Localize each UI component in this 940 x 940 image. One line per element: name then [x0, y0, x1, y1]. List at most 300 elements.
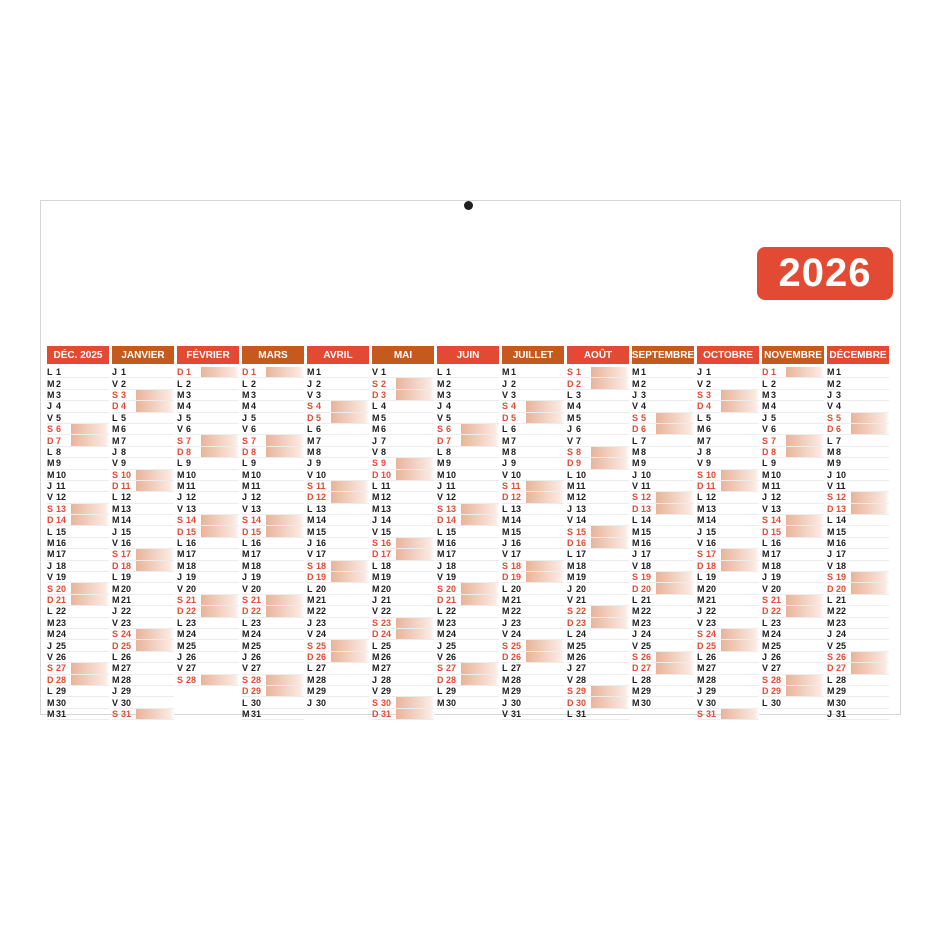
day-row [47, 583, 109, 594]
weekday-letter: D [372, 549, 379, 560]
day-cell [396, 390, 434, 400]
weekday-letter: M [502, 674, 510, 685]
weekday-letter: L [242, 697, 248, 708]
weekday-letter: M [112, 424, 120, 435]
day-cell [526, 652, 564, 662]
day-cell [526, 561, 564, 571]
day-cell [786, 492, 824, 502]
day-cell [396, 413, 434, 423]
day-row [502, 572, 564, 583]
day-cell [591, 663, 629, 673]
weekday-letter: M [177, 629, 185, 640]
day-number: 27 [186, 663, 197, 674]
day-number: 20 [121, 583, 132, 594]
day-number: 2 [56, 378, 62, 389]
weekday-letter: M [632, 697, 640, 708]
day-cell [461, 629, 499, 639]
weekday-letter: D [372, 469, 379, 480]
day-number: 10 [446, 469, 457, 480]
day-cell [201, 652, 239, 662]
day-row [307, 595, 369, 606]
day-number: 29 [706, 686, 717, 697]
day-number: 19 [121, 572, 132, 583]
day-row [177, 538, 239, 549]
day-cell [71, 435, 109, 445]
day-number: 25 [56, 640, 67, 651]
weekday-letter: M [242, 708, 250, 719]
month-header: MAI [372, 346, 434, 364]
weekday-letter: S [177, 674, 184, 685]
weekday-letter: M [697, 503, 705, 514]
day-row [827, 595, 889, 606]
day-row [177, 526, 239, 537]
weekday-letter: D [697, 481, 704, 492]
day-cell [786, 583, 824, 593]
day-row [762, 549, 824, 560]
weekday-letter: V [567, 674, 574, 685]
weekday-letter: L [307, 663, 313, 674]
day-row [372, 549, 434, 560]
day-cell [266, 686, 304, 696]
weekday-letter: V [437, 651, 444, 662]
day-row [567, 663, 629, 674]
day-row [697, 504, 759, 515]
day-number: 25 [836, 640, 847, 651]
day-cell [851, 652, 889, 662]
day-number: 19 [186, 572, 197, 583]
weekday-letter: J [632, 629, 638, 640]
day-cell [396, 470, 434, 480]
weekday-letter: S [372, 458, 379, 469]
day-row [567, 424, 629, 435]
day-row [177, 504, 239, 515]
day-number: 17 [381, 549, 392, 560]
day-number: 16 [511, 538, 522, 549]
day-cell [71, 629, 109, 639]
day-row [632, 606, 694, 617]
weekday-letter: D [307, 651, 314, 662]
day-row [827, 709, 889, 720]
day-row [47, 538, 109, 549]
weekday-letter: D [112, 560, 119, 571]
day-number: 17 [771, 549, 782, 560]
day-number: 9 [771, 458, 777, 469]
day-cell [266, 697, 304, 707]
day-number: 5 [836, 412, 842, 423]
weekday-letter: M [632, 458, 640, 469]
day-number: 4 [316, 401, 322, 412]
weekday-letter: V [502, 629, 509, 640]
day-row [47, 663, 109, 674]
day-cell [461, 390, 499, 400]
weekday-letter: V [177, 503, 184, 514]
day-row [762, 447, 824, 458]
day-number: 17 [706, 549, 717, 560]
day-row [567, 526, 629, 537]
weekday-letter: J [242, 651, 248, 662]
weekday-letter: D [762, 686, 769, 697]
day-number: 8 [186, 446, 192, 457]
day-row [827, 606, 889, 617]
weekday-letter: M [762, 389, 770, 400]
day-cell [71, 515, 109, 525]
day-row [177, 367, 239, 378]
weekday-letter: J [437, 640, 443, 651]
day-row [827, 390, 889, 401]
weekday-letter: L [307, 424, 313, 435]
day-number: 13 [511, 503, 522, 514]
day-row [827, 504, 889, 515]
day-cell [721, 561, 759, 571]
weekday-letter: D [827, 503, 834, 514]
day-cell [656, 561, 694, 571]
day-row [47, 515, 109, 526]
day-cell [396, 526, 434, 536]
weekday-letter: D [242, 526, 249, 537]
day-number: 25 [121, 640, 132, 651]
day-row [827, 413, 889, 424]
weekday-letter: J [437, 560, 443, 571]
weekday-letter: M [697, 515, 705, 526]
weekday-letter: S [47, 503, 54, 514]
month-header: NOVEMBRE [762, 346, 824, 364]
weekday-letter: M [47, 389, 55, 400]
day-row [437, 367, 499, 378]
day-number: 18 [576, 560, 587, 571]
day-cell [656, 458, 694, 468]
day-row [632, 595, 694, 606]
weekday-letter: S [697, 469, 704, 480]
day-number: 13 [836, 503, 847, 514]
day-number: 21 [316, 595, 327, 605]
day-row [697, 686, 759, 697]
weekday-letter: D [502, 651, 509, 662]
weekday-letter: S [762, 515, 769, 526]
day-row [242, 458, 304, 469]
day-cell [136, 492, 174, 502]
day-cell [786, 458, 824, 468]
day-row [112, 606, 174, 617]
day-row [632, 675, 694, 686]
day-cell [266, 378, 304, 388]
day-row [697, 413, 759, 424]
weekday-letter: V [307, 469, 314, 480]
day-number: 6 [771, 424, 777, 435]
day-row [502, 663, 564, 674]
day-number: 18 [186, 560, 197, 571]
weekday-letter: J [177, 492, 183, 503]
weekday-letter: M [372, 651, 380, 662]
weekday-letter: M [762, 481, 770, 492]
day-row [112, 424, 174, 435]
weekday-letter: M [242, 549, 250, 560]
weekday-letter: M [502, 526, 510, 537]
day-number: 25 [381, 640, 392, 651]
day-cell [71, 583, 109, 593]
weekday-letter: V [762, 663, 769, 674]
weekday-letter: D [762, 526, 769, 537]
day-number: 7 [446, 435, 452, 446]
weekday-letter: M [242, 401, 250, 412]
weekday-letter: S [567, 686, 574, 697]
day-cell [71, 709, 109, 719]
day-cell [136, 629, 174, 639]
day-number: 22 [56, 606, 67, 617]
weekday-letter: L [697, 492, 703, 503]
weekday-letter: L [697, 572, 703, 583]
weekday-letter: J [372, 515, 378, 526]
day-cell [461, 583, 499, 593]
day-number: 23 [446, 617, 457, 628]
weekday-letter: S [632, 412, 639, 423]
day-row [827, 561, 889, 572]
day-row [697, 583, 759, 594]
weekday-letter: M [632, 617, 640, 628]
day-cell [786, 481, 824, 491]
weekday-letter: V [827, 481, 834, 492]
weekday-letter: L [177, 378, 183, 389]
day-cell [461, 401, 499, 411]
day-row [567, 378, 629, 389]
day-row [762, 640, 824, 651]
day-row [47, 481, 109, 492]
weekday-letter: M [567, 492, 575, 503]
weekday-letter: M [502, 435, 510, 446]
day-number: 6 [576, 424, 582, 435]
day-cell [396, 435, 434, 445]
day-number: 11 [771, 481, 781, 492]
weekday-letter: M [47, 378, 55, 389]
day-cell [851, 572, 889, 582]
weekday-letter: D [502, 492, 509, 503]
day-row [112, 367, 174, 378]
day-number: 4 [641, 401, 647, 412]
day-cell [721, 629, 759, 639]
day-row [827, 367, 889, 378]
day-cell [526, 504, 564, 514]
day-cell [396, 447, 434, 457]
day-cell [461, 504, 499, 514]
day-row [372, 629, 434, 640]
day-number: 13 [706, 503, 717, 514]
weekday-letter: S [177, 435, 184, 446]
day-row [567, 583, 629, 594]
day-number: 18 [251, 560, 262, 571]
day-row [827, 401, 889, 412]
weekday-letter: L [177, 617, 183, 628]
day-number: 27 [251, 663, 262, 674]
weekday-letter: D [242, 606, 249, 617]
day-cell [71, 378, 109, 388]
weekday-letter: S [242, 674, 249, 685]
day-cell [136, 697, 174, 707]
day-number: 22 [576, 606, 587, 617]
weekday-letter: D [112, 640, 119, 651]
weekday-letter: J [567, 583, 573, 594]
weekday-letter: J [502, 538, 508, 549]
day-row [307, 458, 369, 469]
day-cell [786, 526, 824, 536]
day-cell [786, 595, 824, 605]
day-row [242, 697, 304, 708]
day-number: 7 [186, 435, 192, 446]
day-row [47, 640, 109, 651]
day-row [437, 572, 499, 583]
day-cell [591, 697, 629, 707]
weekday-letter: J [47, 560, 53, 571]
day-cell [136, 686, 174, 696]
day-cell [201, 481, 239, 491]
day-number: 9 [121, 458, 127, 469]
day-row [567, 606, 629, 617]
day-cell [266, 526, 304, 536]
day-cell [201, 618, 239, 628]
day-number: 17 [576, 549, 587, 560]
day-cell [851, 447, 889, 457]
day-row [502, 561, 564, 572]
day-cell [526, 709, 564, 719]
day-row [632, 492, 694, 503]
day-number: 26 [706, 651, 717, 662]
day-cell [591, 686, 629, 696]
weekday-letter: M [242, 629, 250, 640]
day-number: 28 [186, 674, 197, 685]
day-number: 20 [186, 583, 197, 594]
day-number: 24 [511, 629, 522, 640]
day-number: 19 [251, 572, 262, 583]
day-row [437, 458, 499, 469]
day-number: 23 [251, 617, 262, 628]
day-row [372, 447, 434, 458]
day-cell [721, 640, 759, 650]
hanging-hole [464, 201, 473, 210]
day-cell [656, 435, 694, 445]
day-cell [266, 458, 304, 468]
weekday-letter: S [827, 572, 834, 583]
weekday-letter: M [697, 424, 705, 435]
month-column [567, 346, 629, 720]
day-cell [721, 413, 759, 423]
day-number: 5 [56, 412, 62, 423]
weekday-letter: J [697, 606, 703, 617]
day-number: 2 [186, 378, 192, 389]
weekday-letter: J [47, 481, 53, 492]
day-cell [201, 390, 239, 400]
day-cell [851, 561, 889, 571]
day-number: 16 [836, 538, 847, 549]
day-number: 15 [121, 526, 132, 537]
weekday-letter: J [632, 469, 638, 480]
day-number: 23 [771, 617, 782, 628]
day-cell [136, 709, 174, 719]
day-row [372, 424, 434, 435]
day-cell [331, 697, 369, 707]
day-row [307, 606, 369, 617]
month-column [47, 346, 109, 720]
day-cell [721, 618, 759, 628]
day-number: 23 [121, 617, 132, 628]
day-number: 8 [381, 446, 387, 457]
weekday-letter: L [762, 697, 768, 708]
day-number: 3 [511, 389, 517, 400]
day-row [762, 435, 824, 446]
day-number: 30 [641, 697, 652, 708]
weekday-letter: V [632, 481, 639, 492]
day-number: 29 [641, 686, 652, 697]
day-cell [721, 515, 759, 525]
day-cell [136, 504, 174, 514]
day-cell [851, 686, 889, 696]
day-row [47, 504, 109, 515]
day-row [502, 538, 564, 549]
day-cell [591, 492, 629, 502]
day-number: 4 [446, 401, 452, 412]
weekday-letter: M [177, 401, 185, 412]
day-row [307, 504, 369, 515]
weekday-letter: L [242, 617, 248, 628]
day-row [372, 367, 434, 378]
weekday-letter: V [307, 549, 314, 560]
weekday-letter: D [437, 515, 444, 526]
day-row [632, 561, 694, 572]
day-cell [721, 652, 759, 662]
weekday-letter: D [502, 572, 509, 583]
weekday-letter: V [372, 686, 379, 697]
day-row [372, 595, 434, 606]
day-number: 16 [251, 538, 262, 549]
day-row [697, 652, 759, 663]
day-cell [201, 595, 239, 605]
day-cell [71, 390, 109, 400]
day-row [112, 538, 174, 549]
weekday-letter: L [632, 435, 638, 446]
day-cell [396, 686, 434, 696]
day-number: 25 [316, 640, 327, 651]
day-row [177, 595, 239, 606]
day-cell [721, 709, 759, 719]
day-row [762, 652, 824, 663]
day-number: 16 [56, 538, 67, 549]
day-cell [71, 606, 109, 616]
day-number: 13 [576, 503, 587, 514]
weekday-letter: M [437, 697, 445, 708]
weekday-letter: S [567, 446, 574, 457]
day-row [177, 413, 239, 424]
day-row [112, 663, 174, 674]
day-cell [786, 390, 824, 400]
day-row [47, 618, 109, 629]
month-column [307, 346, 369, 720]
day-number: 22 [251, 606, 262, 617]
day-cell [721, 583, 759, 593]
weekday-letter: M [567, 560, 575, 571]
day-number: 30 [771, 697, 782, 708]
day-cell [656, 424, 694, 434]
day-number: 26 [316, 651, 327, 662]
day-row [827, 675, 889, 686]
day-number: 26 [641, 651, 652, 662]
day-cell [526, 663, 564, 673]
day-cell [851, 401, 889, 411]
day-number: 10 [186, 469, 197, 480]
day-row [177, 663, 239, 674]
day-row [177, 572, 239, 583]
day-row [632, 526, 694, 537]
day-number: 23 [316, 617, 327, 628]
weekday-letter: M [762, 401, 770, 412]
weekday-letter: M [437, 629, 445, 640]
day-cell [396, 572, 434, 582]
